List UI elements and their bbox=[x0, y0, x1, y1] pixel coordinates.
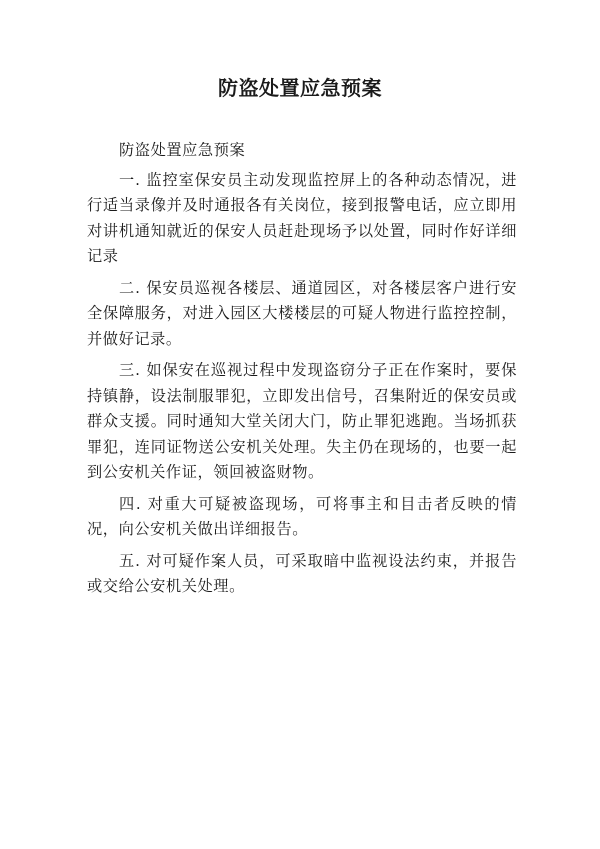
document-title: 防盗处置应急预案 bbox=[218, 76, 382, 100]
paragraph-4: 四. 对重大可疑被盗现场，可将事主和目击者反映的情况，向公安机关做出详细报告。 bbox=[87, 494, 517, 538]
paragraph-2: 二. 保安员巡视各楼层、通道园区，对各楼层客户进行安全保障服务，对进入园区大楼楼层的可疑人物进行监控控制，并做好记录。 bbox=[87, 278, 517, 348]
paragraph-3: 三. 如保安在巡视过程中发现盗窃分子正在作案时，要保持镇静，设法制服罪犯，立即发出信号，召集附近的保安员或群众支援。同时通知大堂关闭大门，防止罪犯逃跑。当场抓获罪犯，连同证物送公安机关处理。失主仍在现场的，也要一起到公安机关作证，领回被盗财物。 bbox=[87, 361, 517, 481]
document-body bbox=[87, 138, 517, 606]
paragraph-1: 一. 监控室保安员主动发现监控屏上的各种动态情况，进行适当录像并及时通报各有关岗位，接到报警电话，应立即用对讲机通知就近的保安人员赶赴现场予以处置，同时作好详细记录 bbox=[87, 170, 517, 265]
document-subtitle: 防盗处置应急预案 bbox=[119, 141, 246, 159]
paragraph-5: 五. 对可疑作案人员，可采取暗中监视设法约束，并报告或交给公安机关处理。 bbox=[87, 551, 517, 595]
